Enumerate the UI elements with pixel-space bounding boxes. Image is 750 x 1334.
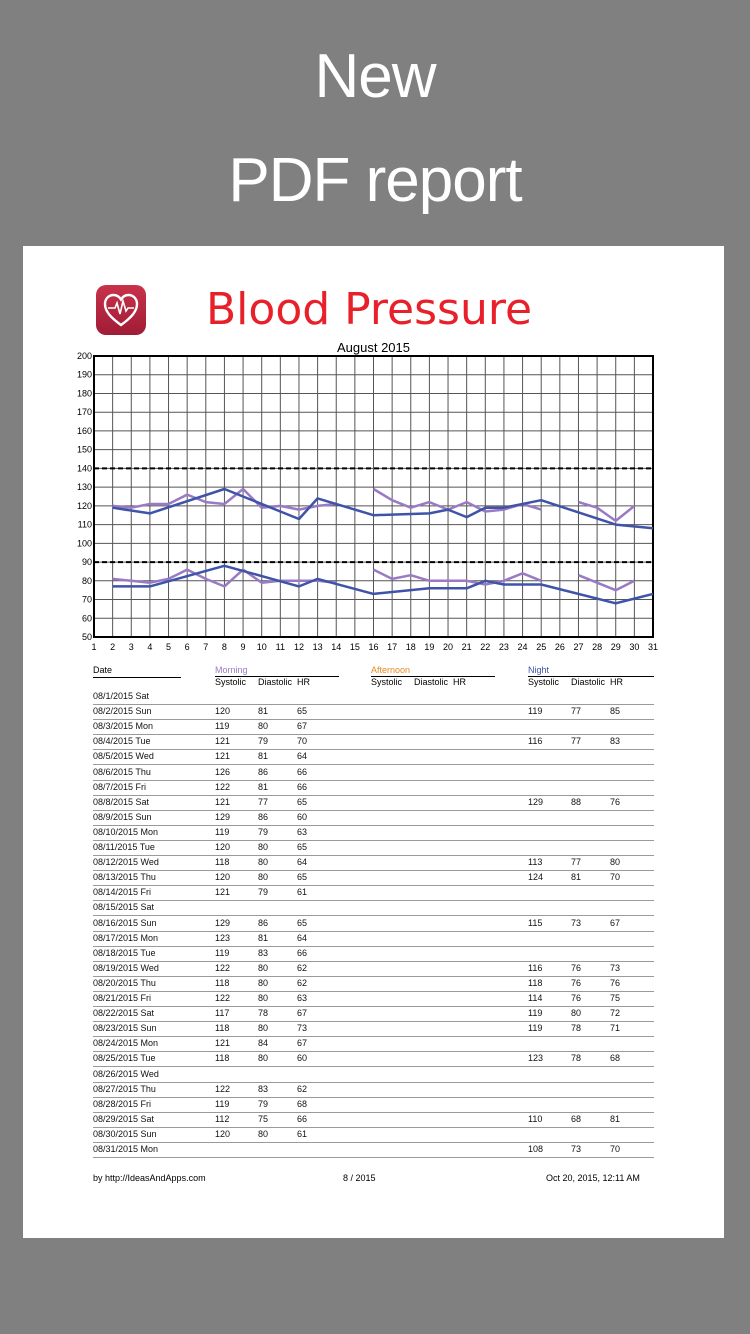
x-tick-label: 2 — [110, 642, 116, 652]
morning-hr-cell: 73 — [297, 1023, 308, 1034]
chart-title: August 2015 — [336, 340, 410, 355]
table-row — [93, 946, 654, 962]
morning-hr-cell: 64 — [297, 751, 308, 762]
morning-systolic-cell: 112 — [215, 1113, 230, 1124]
morning-systolic-cell: 123 — [215, 932, 231, 943]
morning-hr-cell: 65 — [297, 796, 308, 807]
morning-diastolic-cell: 80 — [258, 1023, 269, 1034]
morning-systolic-cell: 118 — [215, 857, 230, 868]
night-systolic-cell: 114 — [528, 993, 543, 1003]
morning-hr-cell: 65 — [297, 706, 308, 717]
row-date: 08/4/2015 Tue — [93, 736, 151, 747]
table-row — [93, 765, 654, 781]
night-hr-cell: 80 — [610, 857, 621, 868]
table-row — [93, 961, 654, 977]
night-diastolic-cell: 78 — [571, 1023, 582, 1034]
morning-systolic-cell: 121 — [215, 796, 231, 807]
night-systolic-cell: 118 — [528, 977, 543, 988]
morning_diastolic-line — [579, 575, 635, 590]
morning-diastolic-cell: 79 — [258, 736, 269, 747]
morning-diastolic-cell: 81 — [258, 781, 269, 792]
night-hr-cell: 85 — [610, 706, 621, 717]
row-date: 08/5/2015 Wed — [93, 751, 154, 762]
morning-hr-cell: 62 — [297, 1083, 308, 1094]
y-tick-label: 60 — [81, 613, 92, 624]
x-tick-label: 8 — [221, 642, 227, 652]
morning-systolic-cell: 118 — [215, 1023, 230, 1034]
report-title: Blood Pressure — [206, 284, 533, 335]
morning-diastolic-cell: 83 — [258, 1083, 269, 1094]
row-date: 08/9/2015 Sun — [93, 811, 152, 822]
morning-diastolic-cell: 80 — [258, 1128, 269, 1139]
row-date: 08/19/2015 Wed — [93, 962, 159, 973]
night-diastolic-cell: 76 — [571, 993, 582, 1003]
x-tick-label: 15 — [349, 642, 360, 652]
table-row — [93, 1127, 654, 1143]
y-tick-label: 200 — [76, 351, 92, 361]
table-row — [93, 855, 654, 871]
morning-hr-cell: 67 — [297, 1038, 308, 1049]
table-row — [93, 1082, 654, 1098]
x-tick-label: 20 — [443, 642, 454, 652]
x-tick-label: 10 — [256, 642, 267, 652]
morning_diastolic-line — [374, 570, 542, 585]
table-row — [93, 810, 654, 826]
morning-systolic-cell: 122 — [215, 781, 231, 792]
morning-hr-cell: 63 — [297, 826, 308, 837]
table-row — [93, 1006, 654, 1022]
y-tick-label: 140 — [76, 463, 92, 474]
morning-diastolic-cell: 80 — [258, 721, 269, 732]
row-date: 08/7/2015 Fri — [93, 781, 147, 792]
afternoon-hr-header: HR — [453, 677, 466, 687]
y-tick-label: 110 — [77, 519, 92, 530]
morning-hr-header: HR — [297, 677, 310, 687]
morning-diastolic-cell: 80 — [258, 962, 269, 973]
x-tick-label: 3 — [128, 642, 134, 652]
footer-page: 8 / 2015 — [343, 1173, 376, 1183]
row-date: 08/8/2015 Sat — [93, 796, 150, 807]
x-tick-label: 18 — [405, 642, 416, 652]
morning-hr-cell: 67 — [297, 1008, 308, 1019]
table-row — [93, 991, 654, 1007]
y-tick-label: 160 — [76, 425, 92, 436]
night-diastolic-cell: 76 — [571, 977, 582, 988]
morning-systolic-cell: 119 — [215, 1098, 230, 1109]
row-date: 08/6/2015 Thu — [93, 766, 151, 777]
row-date: 08/13/2015 Thu — [93, 872, 156, 883]
morning-hr-cell: 67 — [297, 721, 308, 732]
morning-diastolic-cell: 79 — [258, 1098, 269, 1109]
y-tick-label: 170 — [76, 407, 92, 418]
night-systolic-cell: 116 — [528, 736, 543, 747]
morning-systolic-cell: 121 — [215, 751, 231, 762]
table-row — [93, 704, 654, 720]
morning-diastolic-cell: 80 — [258, 993, 269, 1003]
night-systolic-cell: 123 — [528, 1053, 544, 1064]
morning-hr-cell: 61 — [297, 1128, 308, 1139]
night-diastolic-cell: 76 — [571, 962, 582, 973]
table-row — [93, 1112, 654, 1128]
row-date: 08/28/2015 Fri — [93, 1098, 152, 1109]
morning-hr-cell: 70 — [297, 736, 308, 747]
morning-systolic-cell: 119 — [215, 721, 230, 732]
morning-systolic-cell: 126 — [215, 766, 231, 777]
morning-hr-cell: 65 — [297, 917, 308, 928]
row-date: 08/25/2015 Tue — [93, 1053, 156, 1064]
y-tick-label: 130 — [76, 482, 92, 493]
night-diastolic-cell: 80 — [571, 1008, 582, 1019]
morning-systolic-cell: 122 — [215, 962, 231, 973]
date-header-rule — [93, 677, 181, 678]
night-systolic-cell: 116 — [528, 962, 543, 973]
morning-hr-cell: 62 — [297, 962, 308, 973]
morning-hr-cell: 65 — [297, 842, 308, 852]
x-tick-label: 22 — [480, 642, 491, 652]
x-tick-label: 30 — [629, 642, 640, 652]
headline-new: New — [314, 42, 436, 111]
night-systolic-cell: 108 — [528, 1144, 544, 1154]
morning-hr-cell: 66 — [297, 947, 308, 958]
y-tick-label: 120 — [76, 500, 92, 511]
row-date: 08/11/2015 Tue — [93, 842, 155, 852]
x-tick-label: 13 — [312, 642, 323, 652]
night-diastolic-cell: 68 — [571, 1113, 582, 1124]
table-row — [93, 1067, 654, 1083]
afternoon-diastolic-header: Diastolic — [414, 677, 449, 687]
y-tick-label: 150 — [76, 444, 92, 455]
morning-hr-cell: 62 — [297, 977, 308, 988]
morning-diastolic-cell: 84 — [258, 1038, 269, 1049]
row-date: 08/23/2015 Sun — [93, 1023, 157, 1034]
night-systolic-cell: 124 — [528, 872, 544, 883]
night-systolic-cell: 119 — [528, 1008, 543, 1019]
row-date: 08/15/2015 Sat — [93, 902, 155, 913]
table-row — [93, 719, 654, 735]
x-tick-label: 25 — [536, 642, 547, 652]
x-tick-label: 9 — [240, 642, 246, 652]
x-tick-label: 24 — [517, 642, 528, 652]
x-tick-label: 6 — [184, 642, 190, 652]
y-tick-label: 50 — [81, 632, 92, 642]
morning-systolic-cell: 122 — [215, 993, 231, 1003]
x-tick-label: 17 — [387, 642, 398, 652]
night-group-header: Night — [528, 665, 550, 675]
table-row — [93, 885, 654, 901]
table-row — [93, 1142, 654, 1158]
morning-hr-cell: 64 — [297, 932, 308, 943]
night-hr-cell: 70 — [610, 1144, 621, 1154]
row-date: 08/12/2015 Wed — [93, 857, 159, 868]
morning-hr-cell: 60 — [297, 811, 308, 822]
table-row — [93, 825, 654, 841]
table-row — [93, 931, 654, 947]
morning-diastolic-cell: 80 — [258, 857, 269, 868]
night-diastolic-cell: 81 — [571, 872, 582, 883]
night-hr-cell: 68 — [610, 1053, 621, 1064]
row-date: 08/3/2015 Mon — [93, 721, 154, 732]
x-tick-label: 14 — [331, 642, 342, 652]
night-diastolic-header: Diastolic — [571, 677, 606, 687]
night-hr-cell: 71 — [610, 1023, 621, 1034]
morning-systolic-cell: 129 — [215, 811, 231, 822]
night-systolic-cell: 110 — [528, 1113, 543, 1124]
afternoon-header-rule — [371, 676, 495, 677]
morning_systolic-line — [374, 489, 542, 512]
row-date: 08/18/2015 Tue — [93, 947, 156, 958]
heart-pulse-icon — [96, 285, 146, 335]
night-systolic-cell: 115 — [528, 917, 543, 928]
night-diastolic-cell: 77 — [571, 736, 582, 747]
morning-diastolic-cell: 81 — [258, 706, 269, 717]
morning-diastolic-cell: 80 — [258, 977, 269, 988]
morning-diastolic-cell: 80 — [258, 1053, 269, 1064]
night-diastolic-cell: 77 — [571, 706, 582, 717]
morning-hr-cell: 66 — [297, 766, 308, 777]
row-date: 08/22/2015 Sat — [93, 1008, 155, 1019]
morning-hr-cell: 64 — [297, 857, 308, 868]
table-row — [93, 916, 654, 932]
night-hr-cell: 73 — [610, 962, 621, 973]
night-diastolic-cell: 73 — [571, 917, 582, 928]
row-date: 08/21/2015 Fri — [93, 993, 152, 1003]
table-row — [93, 749, 654, 765]
night_diastolic-line — [113, 566, 653, 604]
morning-systolic-cell: 120 — [215, 706, 231, 717]
morning-diastolic-cell: 79 — [258, 887, 269, 898]
x-tick-label: 29 — [610, 642, 621, 652]
x-tick-label: 23 — [498, 642, 509, 652]
y-tick-label: 100 — [76, 538, 92, 549]
footer-timestamp: Oct 20, 2015, 12:11 AM — [546, 1173, 640, 1183]
x-tick-label: 4 — [147, 642, 153, 652]
x-tick-label: 11 — [275, 642, 286, 652]
y-tick-label: 80 — [81, 575, 92, 586]
night-hr-cell: 70 — [610, 872, 621, 883]
table-row — [93, 1021, 654, 1037]
headline-pdf-report: PDF report — [228, 146, 522, 215]
table-row — [93, 1036, 654, 1052]
y-tick-label: 180 — [76, 388, 92, 399]
morning-hr-cell: 63 — [297, 993, 308, 1003]
afternoon-group-header: Afternoon — [371, 665, 411, 675]
row-date: 08/2/2015 Sun — [93, 706, 152, 717]
morning-systolic-cell: 117 — [215, 1008, 230, 1019]
row-date: 08/31/2015 Mon — [93, 1144, 159, 1154]
night-systolic-cell: 113 — [528, 857, 543, 868]
row-date: 08/27/2015 Thu — [93, 1083, 156, 1094]
table-row — [93, 1097, 654, 1113]
x-tick-label: 27 — [573, 642, 584, 652]
night-hr-header: HR — [610, 677, 623, 687]
morning-header-rule — [215, 676, 339, 677]
y-tick-label: 70 — [81, 594, 92, 605]
row-date: 08/16/2015 Sun — [93, 917, 157, 928]
row-date: 08/26/2015 Wed — [93, 1068, 159, 1079]
morning-hr-cell: 66 — [297, 1113, 308, 1124]
x-tick-label: 7 — [203, 642, 209, 652]
night-systolic-cell: 119 — [528, 1023, 543, 1034]
morning-diastolic-cell: 83 — [258, 947, 269, 958]
x-tick-label: 5 — [166, 642, 172, 652]
row-date: 08/10/2015 Mon — [93, 826, 159, 837]
afternoon-systolic-header: Systolic — [371, 677, 403, 687]
night-hr-cell: 76 — [610, 796, 621, 807]
table-row — [93, 840, 654, 856]
y-tick-label: 90 — [81, 557, 92, 568]
date-column-header: Date — [93, 665, 113, 675]
morning-systolic-cell: 121 — [215, 736, 231, 747]
y-tick-label: 190 — [76, 369, 92, 380]
morning-diastolic-cell: 86 — [258, 811, 269, 822]
x-tick-label: 19 — [424, 642, 435, 652]
night-hr-cell: 83 — [610, 736, 621, 747]
night-diastolic-cell: 77 — [571, 857, 582, 868]
morning-hr-cell: 68 — [297, 1098, 308, 1109]
x-tick-label: 26 — [554, 642, 565, 652]
night-systolic-cell: 119 — [528, 706, 543, 717]
x-tick-label: 21 — [461, 642, 472, 652]
morning-diastolic-cell: 75 — [258, 1113, 269, 1124]
night-header-rule — [528, 676, 654, 677]
morning-systolic-cell: 120 — [215, 842, 231, 852]
night-diastolic-cell: 88 — [571, 796, 582, 807]
x-tick-label: 16 — [368, 642, 379, 652]
x-tick-label: 31 — [647, 642, 659, 652]
night-systolic-header: Systolic — [528, 677, 560, 687]
night-hr-cell: 76 — [610, 977, 621, 988]
morning-diastolic-cell: 79 — [258, 826, 269, 837]
morning-hr-cell: 65 — [297, 872, 308, 883]
night-hr-cell: 81 — [610, 1113, 621, 1124]
table-row — [93, 870, 654, 886]
morning-diastolic-cell: 78 — [258, 1008, 269, 1019]
morning-hr-cell: 66 — [297, 781, 308, 792]
row-date: 08/1/2015 Sat — [93, 691, 150, 701]
morning-systolic-cell: 129 — [215, 917, 231, 928]
row-date: 08/30/2015 Sun — [93, 1128, 157, 1139]
table-row — [93, 900, 654, 916]
morning-systolic-cell: 119 — [215, 947, 230, 958]
footer-source: by http://IdeasAndApps.com — [93, 1173, 206, 1183]
night-systolic-cell: 129 — [528, 796, 544, 807]
night-hr-cell: 75 — [610, 993, 621, 1003]
table-row — [93, 689, 654, 705]
night-hr-cell: 72 — [610, 1008, 621, 1019]
pdf-report-page — [23, 246, 724, 1238]
morning-diastolic-cell: 80 — [258, 872, 269, 883]
row-date: 08/29/2015 Sat — [93, 1113, 155, 1124]
table-row — [93, 780, 654, 796]
morning-systolic-cell: 120 — [215, 1128, 231, 1139]
morning-diastolic-cell: 81 — [258, 751, 269, 762]
morning-systolic-header: Systolic — [215, 677, 247, 687]
morning_systolic-line — [579, 502, 635, 521]
morning-systolic-cell: 118 — [215, 1053, 230, 1064]
night-diastolic-cell: 73 — [571, 1144, 582, 1154]
x-tick-label: 1 — [91, 642, 97, 652]
morning-systolic-cell: 121 — [215, 887, 231, 898]
table-row — [93, 795, 654, 811]
x-tick-label: 28 — [592, 642, 603, 652]
morning-diastolic-cell: 80 — [258, 842, 269, 852]
morning-hr-cell: 61 — [297, 887, 308, 898]
night-diastolic-cell: 78 — [571, 1053, 582, 1064]
morning-diastolic-cell: 77 — [258, 796, 269, 807]
morning-diastolic-cell: 81 — [258, 932, 269, 943]
table-row — [93, 1051, 654, 1067]
morning-diastolic-cell: 86 — [258, 766, 269, 777]
table-row — [93, 976, 654, 992]
night-hr-cell: 67 — [610, 917, 621, 928]
x-tick-label: 12 — [293, 642, 304, 652]
morning-systolic-cell: 120 — [215, 872, 231, 883]
morning-hr-cell: 60 — [297, 1053, 308, 1064]
morning-diastolic-header: Diastolic — [258, 677, 293, 687]
morning-systolic-cell: 118 — [215, 977, 230, 988]
morning-group-header: Morning — [215, 665, 248, 675]
morning-diastolic-cell: 86 — [258, 917, 269, 928]
row-date: 08/14/2015 Fri — [93, 887, 152, 898]
blood-pressure-chart — [23, 346, 724, 656]
table-row — [93, 734, 654, 750]
row-date: 08/20/2015 Thu — [93, 977, 156, 988]
morning-systolic-cell: 119 — [215, 826, 230, 837]
morning-systolic-cell: 122 — [215, 1083, 231, 1094]
morning-systolic-cell: 121 — [215, 1038, 231, 1049]
row-date: 08/24/2015 Mon — [93, 1038, 159, 1049]
row-date: 08/17/2015 Mon — [93, 932, 159, 943]
